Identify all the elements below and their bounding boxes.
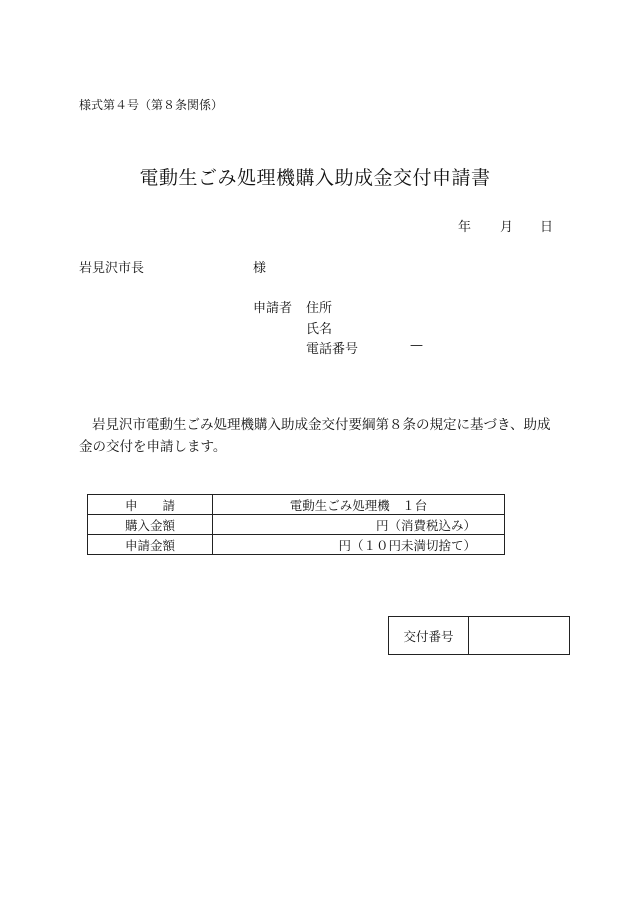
phone-label: 電話番号 — [306, 342, 359, 357]
recipient-honorific: 様 — [253, 261, 267, 276]
row-value-purchase-amount: 円（消費税込み） — [213, 515, 505, 535]
table-row — [88, 535, 505, 555]
date-day-label: 日 — [540, 220, 554, 235]
date-month-label: 月 — [500, 220, 514, 235]
address-label: 住所 — [306, 301, 333, 316]
row-value-application: 電動生ごみ処理機 １台 — [213, 495, 505, 515]
grant-number-box — [388, 616, 570, 655]
table-row — [88, 495, 505, 515]
application-table — [87, 494, 505, 555]
grant-number-field[interactable] — [469, 617, 570, 655]
form-number: 様式第４号（第８条関係） — [79, 98, 224, 112]
phone-dash: — — [410, 338, 423, 353]
row-label-purchase-amount: 購入金額 — [88, 515, 213, 535]
date-year-label: 年 — [458, 220, 472, 235]
recipient-name: 岩見沢市長 — [79, 261, 145, 276]
row-label-requested-amount: 申請金額 — [88, 535, 213, 555]
document-title: 電動生ごみ処理機購入助成金交付申請書 — [139, 167, 491, 189]
body-text: 岩見沢市電動生ごみ処理機購入助成金交付要綱第８条の規定に基づき、助成金の交付を申請します。 — [79, 417, 551, 455]
name-label: 氏名 — [306, 322, 333, 337]
table-row — [88, 515, 505, 535]
row-label-application: 申 請 — [88, 495, 213, 515]
grant-number-label: 交付番号 — [389, 617, 469, 655]
row-value-requested-amount: 円（１０円未満切捨て） — [213, 535, 505, 555]
applicant-label: 申請者 — [253, 301, 293, 316]
